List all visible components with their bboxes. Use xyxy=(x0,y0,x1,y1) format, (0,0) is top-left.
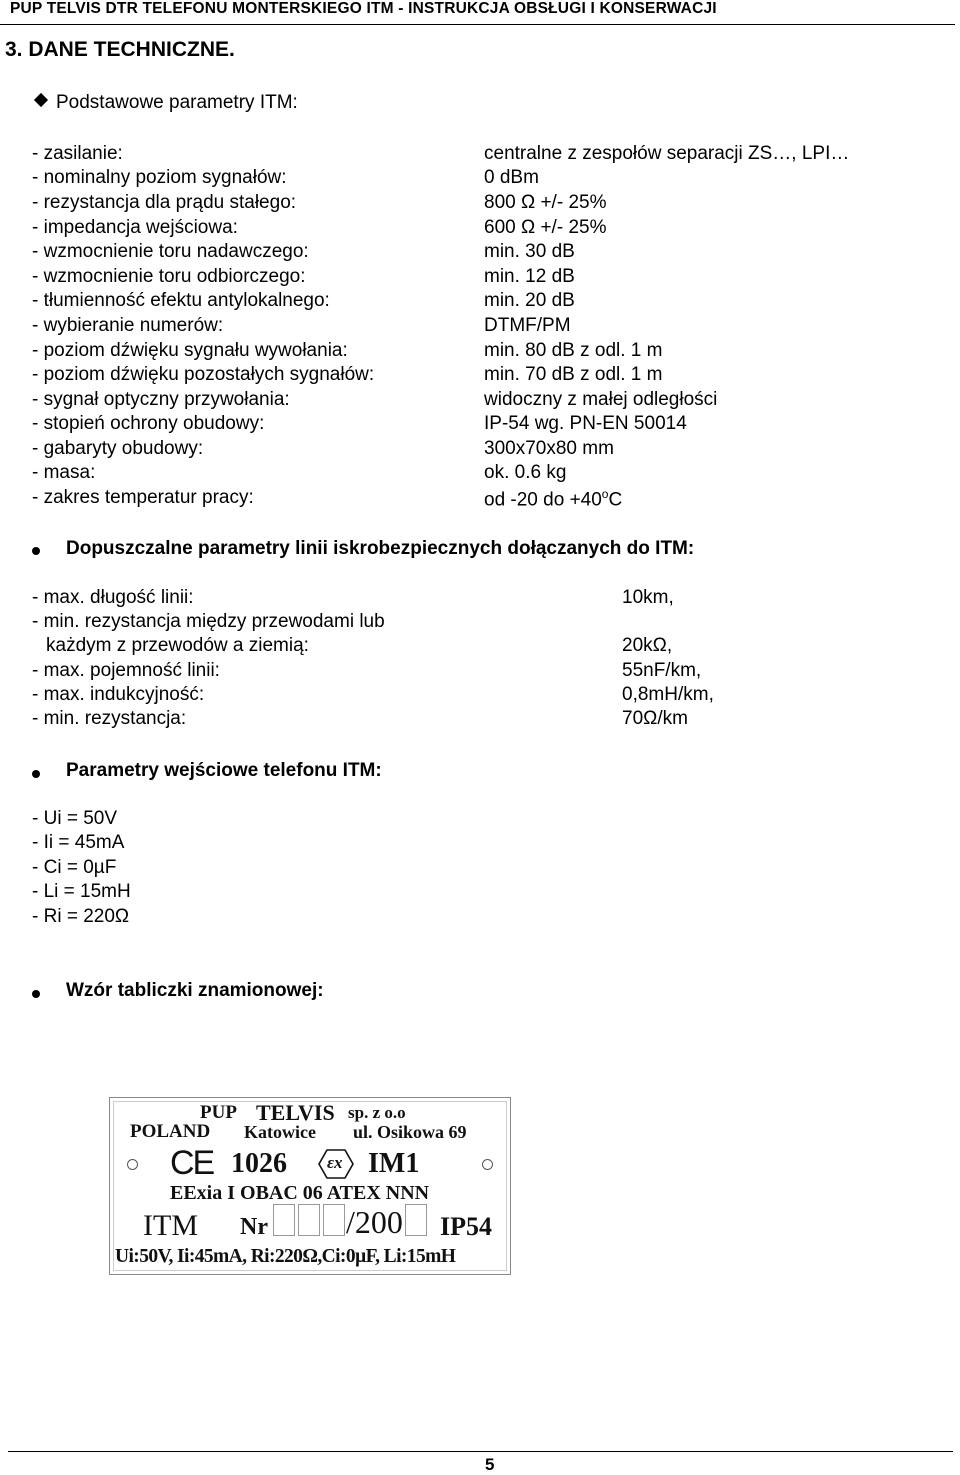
param-row: - Ri = 220Ω xyxy=(32,906,130,927)
plate-notified-body: 1026 xyxy=(231,1148,287,1179)
plate-company-form: sp. z o.o xyxy=(348,1103,406,1122)
param-value: 600 Ω +/- 25% xyxy=(484,217,607,238)
plate-country: POLAND xyxy=(130,1121,211,1142)
line-params-heading: Dopuszczalne parametry linii iskrobezpiecznych dołączanych do ITM: xyxy=(66,538,695,559)
param-label: - zakres temperatur pracy: xyxy=(32,487,254,508)
serial-digit-box xyxy=(323,1204,345,1236)
mounting-hole-icon xyxy=(127,1159,138,1170)
degree-sup: o xyxy=(601,487,609,501)
param-label: - wzmocnienie toru odbiorczego: xyxy=(32,266,306,287)
bullet-icon xyxy=(32,770,40,778)
param-value: IP-54 wg. PN-EN 50014 xyxy=(484,413,687,434)
param-value: min. 70 dB z odl. 1 m xyxy=(484,364,663,385)
param-value: DTMF/PM xyxy=(484,315,571,336)
param-value: 10km, xyxy=(622,587,674,608)
param-value: 20kΩ, xyxy=(622,635,673,656)
param-value: centralne z zespołów separacji ZS…, LPI… xyxy=(484,143,850,164)
param-value: min. 20 dB xyxy=(484,290,575,311)
param-label: - stopień ochrony obudowy: xyxy=(32,413,265,434)
param-label: - zasilanie: xyxy=(32,143,123,164)
param-label: - max. indukcyjność: xyxy=(32,684,205,705)
param-value: 300x70x80 mm xyxy=(484,438,614,459)
param-label: - min. rezystancja: xyxy=(32,708,187,729)
bullet-icon xyxy=(32,990,40,998)
plate-city: Katowice xyxy=(244,1122,316,1142)
nameplate-sample xyxy=(109,1097,511,1275)
plate-certificate: EExia I OBAC 06 ATEX NNN xyxy=(170,1182,430,1204)
param-row: - Ii = 45mA xyxy=(32,832,125,853)
param-value: min. 30 dB xyxy=(484,241,575,262)
param-value: min. 12 dB xyxy=(484,266,575,287)
param-value: 70Ω/km xyxy=(622,708,688,729)
input-params-heading: Parametry wejściowe telefonu ITM: xyxy=(66,760,382,781)
param-row: - Ci = 0µF xyxy=(32,857,117,878)
plate-category: IM1 xyxy=(368,1148,420,1179)
document-header: PUP TELVIS DTR TELEFONU MONTERSKIEGO ITM - INSTRUKCJA OBSŁUGI I KONSERWACJI xyxy=(10,0,717,17)
temp-range-text: od -20 do +40 xyxy=(484,489,602,511)
serial-digit-box xyxy=(298,1204,320,1236)
param-label: - wzmocnienie toru nadawczego: xyxy=(32,241,309,262)
serial-digit-box xyxy=(273,1204,295,1236)
nameplate-heading: Wzór tabliczki znamionowej: xyxy=(66,980,324,1001)
param-value: 800 Ω +/- 25% xyxy=(484,192,607,213)
plate-slash-year: /200 xyxy=(346,1204,403,1240)
plate-product: ITM xyxy=(143,1209,198,1242)
param-value: 0 dBm xyxy=(484,167,539,188)
param-value xyxy=(484,487,622,511)
plate-street: ul. Osikowa 69 xyxy=(353,1122,467,1142)
plate-company: PUP xyxy=(200,1102,237,1123)
param-label: - rezystancja dla prądu stałego: xyxy=(32,192,297,213)
param-label: - impedancja wejściowa: xyxy=(32,217,238,238)
diamond-bullet-icon xyxy=(34,93,48,107)
param-label: - tłumienność efektu antylokalnego: xyxy=(32,290,330,311)
param-label: - nominalny poziom sygnałów: xyxy=(32,167,287,188)
param-label: - min. rezystancja między przewodami lub xyxy=(32,611,385,632)
basic-params-heading: Podstawowe parametry ITM: xyxy=(56,92,298,113)
plate-ip-rating: IP54 xyxy=(440,1212,492,1241)
year-digit-box xyxy=(405,1204,427,1236)
ex-mark-text: εx xyxy=(327,1153,343,1172)
section-title: 3. DANE TECHNICZNE. xyxy=(5,38,235,61)
plate-nr-label: Nr xyxy=(240,1214,268,1240)
param-value: ok. 0.6 kg xyxy=(484,462,567,483)
param-label: - wybieranie numerów: xyxy=(32,315,224,336)
param-label: - poziom dźwięku sygnału wywołania: xyxy=(32,340,348,361)
param-label: każdym z przewodów a ziemią: xyxy=(46,635,309,656)
footer-divider xyxy=(8,1451,953,1452)
ce-mark-icon: CE xyxy=(170,1144,214,1182)
header-divider xyxy=(0,24,955,25)
param-label: - sygnał optyczny przywołania: xyxy=(32,389,290,410)
param-label: - max. długość linii: xyxy=(32,587,194,608)
param-row: - Ui = 50V xyxy=(32,808,118,829)
plate-company-name: TELVIS xyxy=(256,1100,335,1125)
param-label: - gabaryty obudowy: xyxy=(32,438,204,459)
plate-electrical-params: Ui:50V, Ii:45mA, Ri:220Ω,Ci:0µF, Li:15mH xyxy=(115,1246,456,1267)
param-value: widoczny z małej odległości xyxy=(484,389,718,410)
param-value: min. 80 dB z odl. 1 m xyxy=(484,340,663,361)
param-label: - poziom dźwięku pozostałych sygnałów: xyxy=(32,364,375,385)
bullet-icon xyxy=(32,547,40,555)
param-label: - masa: xyxy=(32,462,96,483)
mounting-hole-icon xyxy=(482,1159,493,1170)
param-value: 55nF/km, xyxy=(622,660,702,681)
param-row: - Li = 15mH xyxy=(32,881,131,902)
page-number: 5 xyxy=(485,1455,495,1474)
temp-unit: C xyxy=(608,489,623,511)
param-label: - max. pojemność linii: xyxy=(32,660,220,681)
ex-hexagon-icon xyxy=(318,1149,354,1179)
param-value: 0,8mH/km, xyxy=(622,684,714,705)
